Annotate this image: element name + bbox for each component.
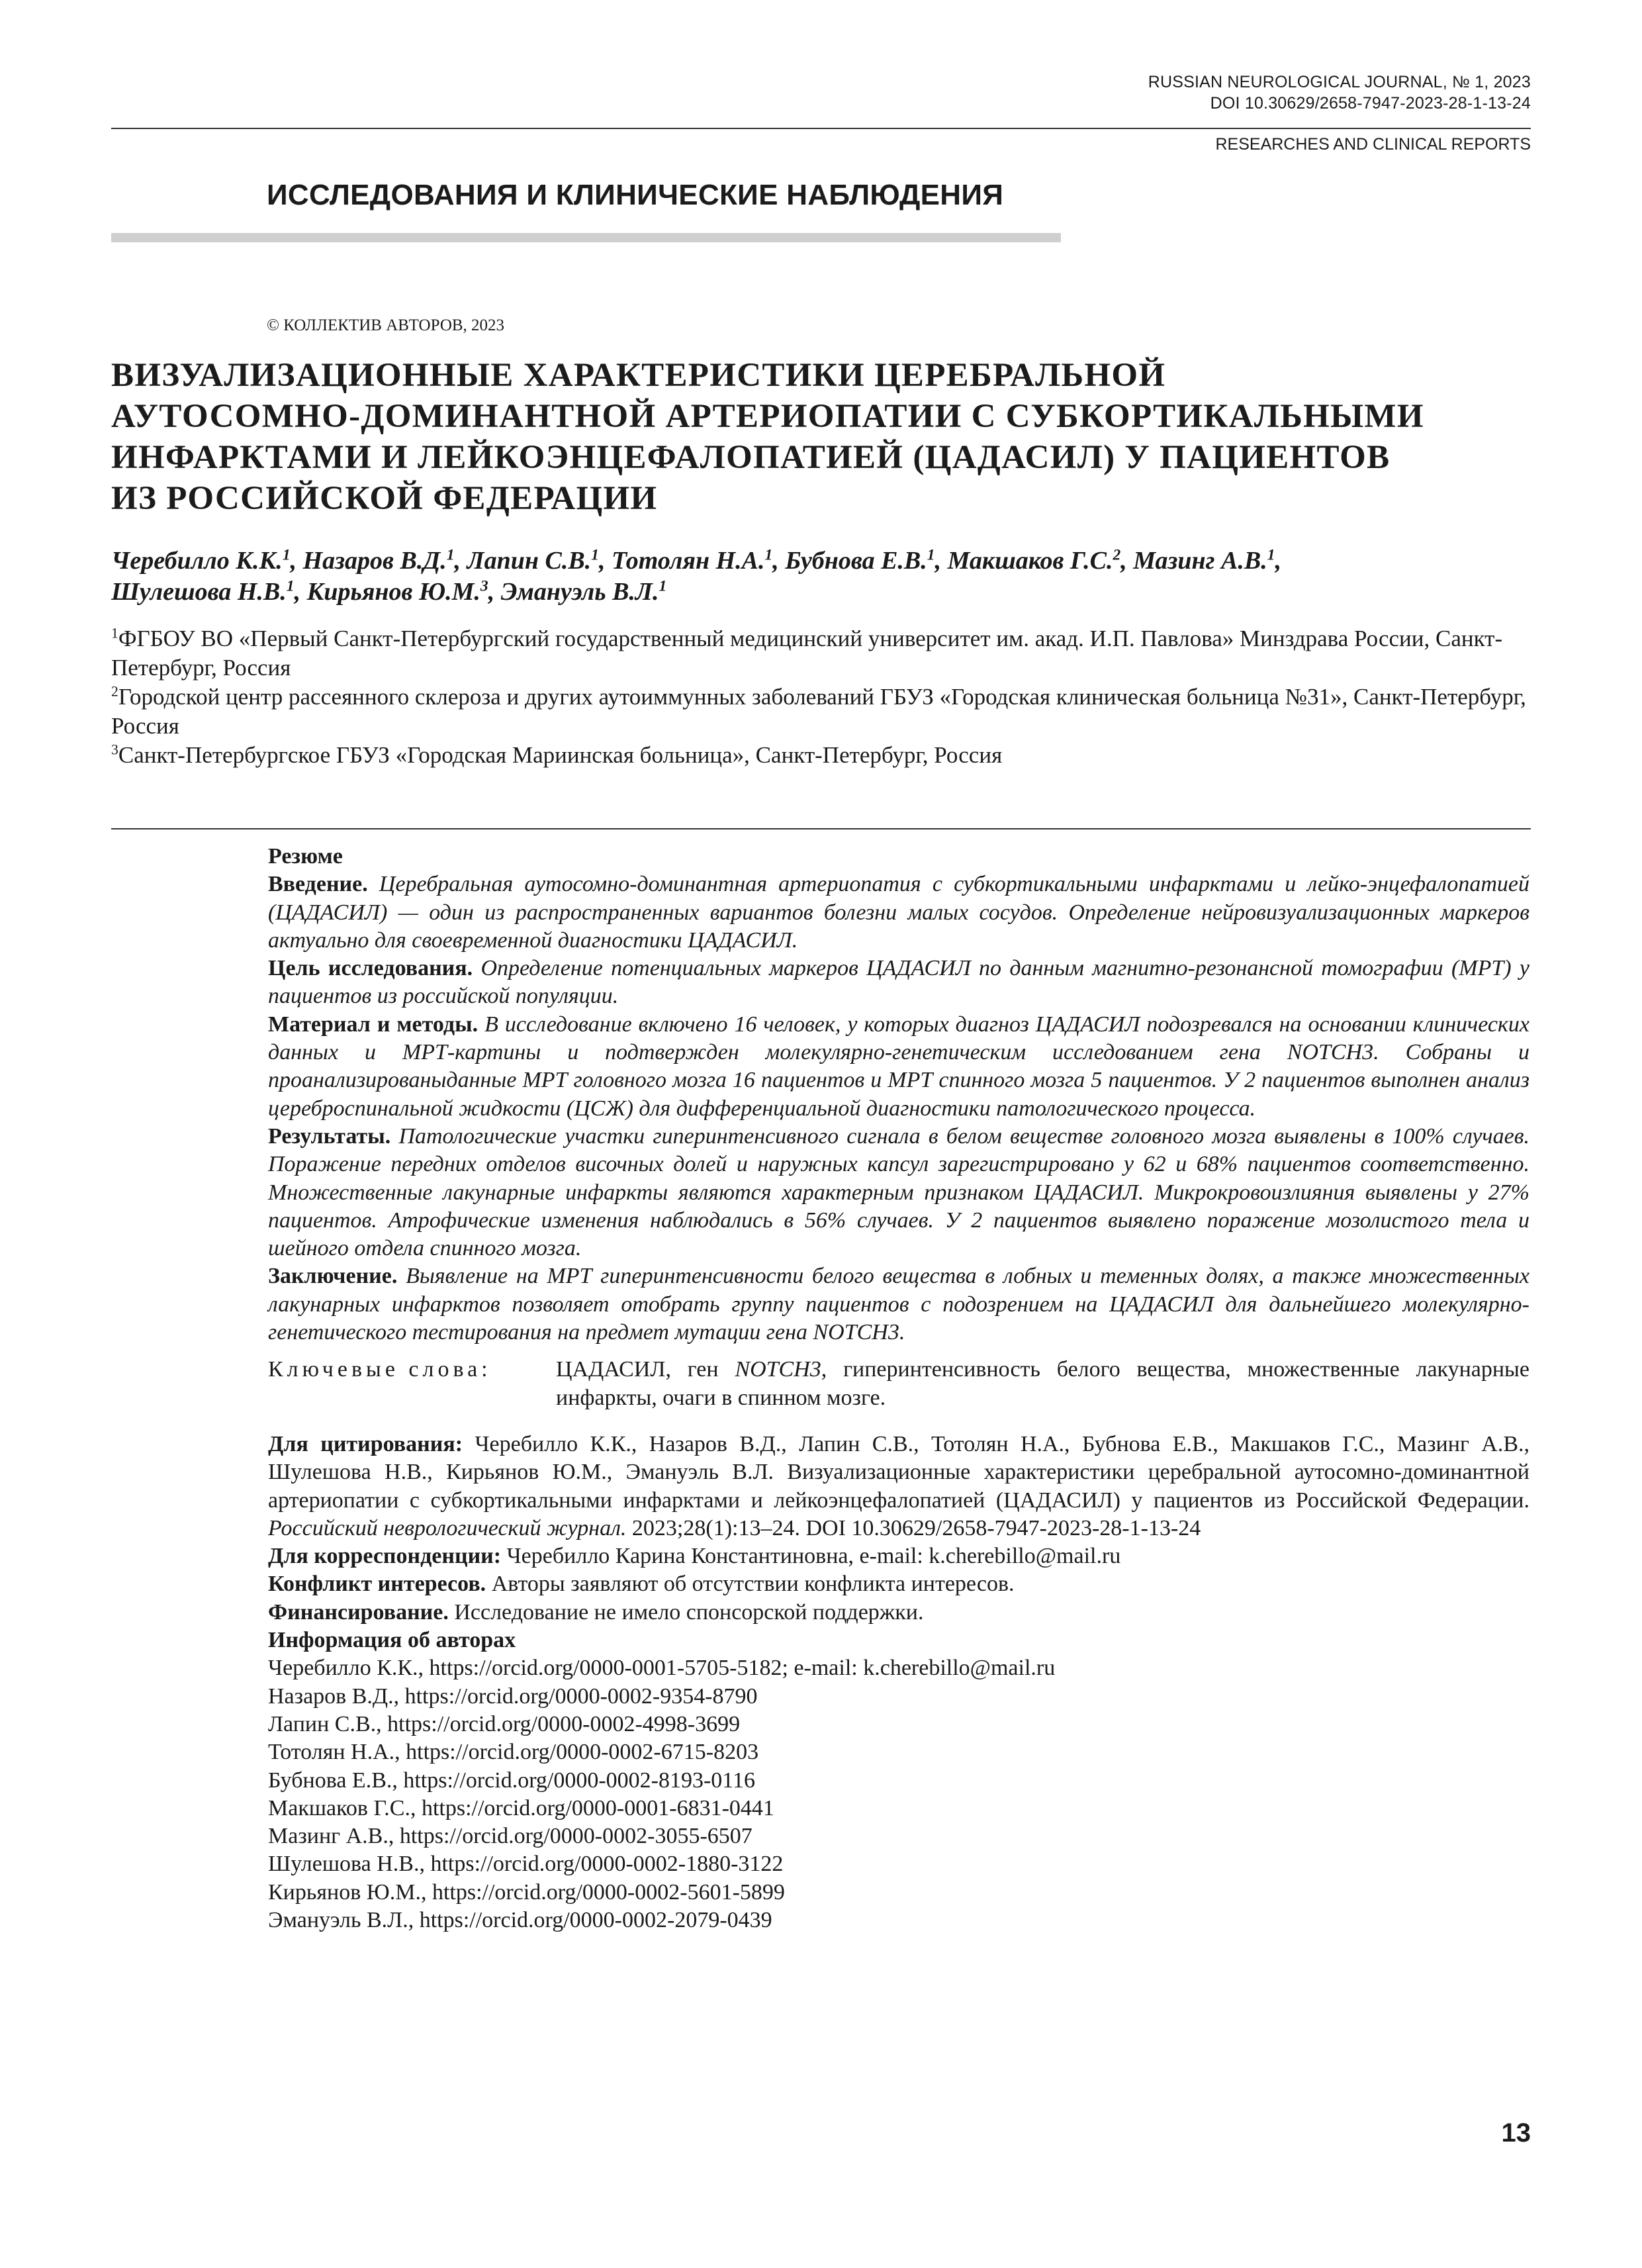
affiliation — [111, 683, 1541, 741]
abstract-conclusion — [268, 1262, 1529, 1347]
author-name: Лапин С.В. — [467, 547, 592, 575]
author-name: Тотолян Н.А. — [611, 547, 765, 575]
citation-label: Для цитирования: — [268, 1431, 463, 1456]
abstract-introduction — [268, 871, 1529, 955]
author-info-entry: Лапин С.В., https://orcid.org/0000-0002-4998-3699 — [268, 1711, 741, 1736]
correspondence-label: Для корреспонденции: — [268, 1544, 502, 1569]
author-separator: , — [1120, 547, 1134, 575]
author-info-entry: Кирьянов Ю.М., https://orcid.org/0000-0002-5601-5899 — [268, 1879, 785, 1905]
author-separator: , — [1275, 547, 1282, 575]
article-title — [111, 355, 1554, 519]
section-heading: ИССЛЕДОВАНИЯ И КЛИНИЧЕСКИЕ НАБЛЮДЕНИЯ — [267, 179, 1004, 211]
citation-doi: DOI 10.30629/2658-7947-2023-28-1-13-24 — [805, 1515, 1201, 1540]
author-separator: , — [598, 547, 612, 575]
author-name: Назаров В.Д. — [302, 547, 447, 575]
running-head — [1148, 71, 1531, 114]
author-separator: , — [935, 547, 948, 575]
page-number: 13 — [1501, 2118, 1531, 2148]
author-info-entry: Тотолян Н.А., https://orcid.org/0000-0002-6715-8203 — [268, 1740, 759, 1765]
author-separator: , — [454, 547, 467, 575]
keywords-lead: ЦАДАСИЛ, ген — [556, 1357, 735, 1382]
affiliation — [111, 624, 1541, 683]
author-info-entry: Эмануэль В.Л., https://orcid.org/0000-0002-2079-0439 — [268, 1907, 772, 1932]
keywords-text — [556, 1356, 1529, 1412]
results-label: Результаты. — [268, 1123, 391, 1149]
author-name: Кирьянов Ю.М. — [306, 578, 480, 606]
citation-journal: Российский неврологический журнал. — [268, 1515, 627, 1540]
aim-label: Цель исследования. — [268, 956, 473, 981]
affiliation-number: 1 — [111, 625, 118, 641]
author-name: Черебилло К.К. — [111, 547, 283, 575]
title-line: ИНФАРКТАМИ И ЛЕЙКОЭНЦЕФАЛОПАТИЕЙ (ЦАДАСИЛ) У ПАЦИЕНТОВ — [111, 439, 1391, 476]
methods-label: Материал и методы. — [268, 1012, 479, 1037]
funding-text: Исследование не имело спонсорской поддержки. — [454, 1599, 924, 1625]
citation-text: Черебилло К.К., Назаров В.Д., Лапин С.В., Тотолян Н.А., Бубнова Е.В., Макшаков Г.С., Мазинг А.В., Шулешова Н.В., Кирьянов Ю.М., Эмануэль В.Л. Визуализационные характеристики церебральной аутосомно-доминантной артериопатии с субкортикальными инфарктами и лейкоэнцефалопатией (ЦАДАСИЛ) у пациентов из Российской Федерации. — [268, 1431, 1530, 1513]
abstract-rule — [111, 828, 1531, 829]
author-affiliation-mark: 3 — [480, 577, 488, 595]
conflict-text: Авторы заявляют об отсутствии конфликта интересов. — [491, 1572, 1015, 1597]
author-affiliation-mark: 1 — [282, 546, 291, 564]
author-affiliation-mark: 1 — [591, 546, 599, 564]
author-affiliation-mark: 1 — [764, 546, 773, 564]
author-info-heading: Информация об авторах — [268, 1628, 516, 1653]
affiliation-text: Городской центр рассеянного склероза и других аутоиммунных заболеваний ГБУЗ «Городская клиническая больница №31», Санкт-Петербург, Россия — [111, 684, 1526, 739]
author-name: Бубнова Е.В. — [785, 547, 927, 575]
citation — [268, 1431, 1529, 1542]
author-affiliation-mark: 1 — [927, 546, 935, 564]
abstract-methods — [268, 1011, 1529, 1123]
affiliation-list — [111, 624, 1541, 770]
affiliation-text: ФГБОУ ВО «Первый Санкт-Петербургский государственный медицинский университет им. акад. И.П. Павлова» Минздрава России, Санкт-Петербург, Россия — [111, 626, 1503, 681]
author-list — [111, 545, 1541, 608]
header-rule — [111, 128, 1531, 129]
author-info-entry: Назаров В.Д., https://orcid.org/0000-0002-9354-8790 — [268, 1683, 758, 1709]
affiliation-text: Санкт-Петербургское ГБУЗ «Городская Мариинская больница», Санкт-Петербург, Россия — [118, 742, 1003, 768]
keywords — [268, 1356, 1529, 1412]
author-info-entry: Бубнова Е.В., https://orcid.org/0000-0002-8193-0116 — [268, 1768, 756, 1793]
section-bar — [111, 233, 1061, 242]
author-info-entry: Мазинг А.В., https://orcid.org/0000-0002-3055-6507 — [268, 1824, 753, 1849]
author-info-entry: Черебилло К.К., https://orcid.org/0000-0001-5705-5182; e-mail: k.cherebillo@mail.ru — [268, 1656, 1056, 1681]
author-separator: , — [294, 578, 307, 606]
keywords-label: Ключевые слова: — [268, 1357, 492, 1382]
intro-label: Введение. — [268, 872, 368, 897]
author-name: Макшаков Г.С. — [947, 547, 1113, 575]
conflict-label: Конфликт интересов. — [268, 1572, 486, 1597]
author-separator: , — [772, 547, 786, 575]
author-affiliation-mark: 1 — [446, 546, 455, 564]
copyright-line: © КОЛЛЕКТИВ АВТОРОВ, 2023 — [267, 316, 505, 334]
keywords-gene: NOTCH3 — [735, 1357, 821, 1382]
author-affiliation-mark: 1 — [286, 577, 295, 595]
results-text: Патологические участки гиперинтенсивного сигнала в белом веществе головного мозга выявлены в 100% случаев. Поражение передних отделов височных долей и наружных капсул зарегистрировано у 62 и 68% пациентов соответственно. Множественные лакунарные инфаркты являются характерным признаком ЦАДАСИЛ. Микрокровоизлияния выявлены у 27% пациентов. Атрофические изменения наблюдались в 56% случаев. У 2 пациентов выявлено поражение мозолистого тела и шейного отдела спинного мозга. — [268, 1123, 1529, 1261]
author-separator: , — [290, 547, 303, 575]
title-line: АУТОСОМНО-ДОМИНАНТНОЙ АРТЕРИОПАТИИ С СУБКОРТИКАЛЬНЫМИ — [111, 398, 1424, 435]
spacer — [268, 1412, 1529, 1431]
keywords-rest: , гиперинтенсивность белого вещества, множественные лакунарные инфаркты, очаги в спинном мозге. — [556, 1357, 1529, 1410]
aim-text: Определение потенциальных маркеров ЦАДАСИЛ по данным магнитно-резонансной томографии (МРТ) у пациентов из российской популяции. — [268, 956, 1529, 1009]
author-info-entry: Макшаков Г.С., https://orcid.org/0000-0001-6831-0441 — [268, 1795, 774, 1820]
correspondence-text: Черебилло Карина Константиновна, e-mail: k.cherebillo@mail.ru — [506, 1544, 1121, 1569]
author-name: Шулешова Н.В. — [111, 578, 287, 606]
author-name: Эмануэль В.Л. — [500, 578, 659, 606]
conclusion-text: Выявление на МРТ гиперинтенсивности белого вещества в лобных и теменных долях, а также множественных лакунарных инфарктов позволяет отобрать группу пациентов с подозрением на ЦАДАСИЛ для дальнейшего молекулярно-генетического тестирования на предмет мутации гена NOTCH3. — [268, 1264, 1530, 1345]
journal-doi: DOI 10.30629/2658-7947-2023-28-1-13-24 — [1210, 94, 1531, 113]
correspondence — [268, 1542, 1529, 1570]
author-separator: , — [488, 578, 501, 606]
intro-text: Церебральная аутосомно-доминантная артериопатия с субкортикальными инфарктами и лейко-энцефалопатией (ЦАДАСИЛ) — один из распространенных вариантов болезни малых сосудов. Определение нейровизуализационных маркеров актуально для своевременной диагностики ЦАДАСИЛ. — [268, 872, 1530, 953]
abstract-block — [268, 843, 1529, 1934]
conclusion-label: Заключение. — [268, 1264, 398, 1289]
affiliation — [111, 741, 1541, 770]
abstract-aim — [268, 955, 1529, 1011]
affiliation-number: 3 — [111, 741, 118, 758]
title-line: ИЗ РОССИЙСКОЙ ФЕДЕРАЦИИ — [111, 480, 658, 517]
author-affiliation-mark: 1 — [1267, 546, 1275, 564]
abstract-heading: Резюме — [268, 844, 343, 869]
methods-text: В исследование включено 16 человек, у которых диагноз ЦАДАСИЛ подозревался на основании клинических данных и МРТ-картины и подтвержден молекулярно-генетическим исследованием гена NOTCH3. Собраны и проанализированыданные МРТ головного мозга 16 пациентов и МРТ спинного мозга 5 пациентов. У 2 пациентов выполнен анализ цереброспинальной жидкости (ЦСЖ) для дифференциальной диагностики патологического процесса. — [268, 1012, 1530, 1121]
author-affiliation-mark: 1 — [659, 577, 667, 595]
title-line: ВИЗУАЛИЗАЦИОННЫЕ ХАРАКТЕРИСТИКИ ЦЕРЕБРАЛЬНОЙ — [111, 357, 1166, 394]
affiliation-number: 2 — [111, 683, 118, 700]
conflict-of-interest — [268, 1570, 1529, 1598]
author-info-entry: Шулешова Н.В., https://orcid.org/0000-0002-1880-3122 — [268, 1852, 784, 1877]
abstract-results — [268, 1123, 1529, 1262]
section-label-en: RESEARCHES AND CLINICAL REPORTS — [1215, 135, 1531, 154]
author-affiliation-mark: 2 — [1113, 546, 1121, 564]
author-name: Мазинг А.В. — [1133, 547, 1267, 575]
funding-label: Финансирование. — [268, 1599, 449, 1625]
funding — [268, 1599, 1529, 1627]
journal-issue: RUSSIAN NEUROLOGICAL JOURNAL, № 1, 2023 — [1148, 73, 1531, 91]
citation-ref: 2023;28(1):13–24. — [631, 1515, 800, 1540]
